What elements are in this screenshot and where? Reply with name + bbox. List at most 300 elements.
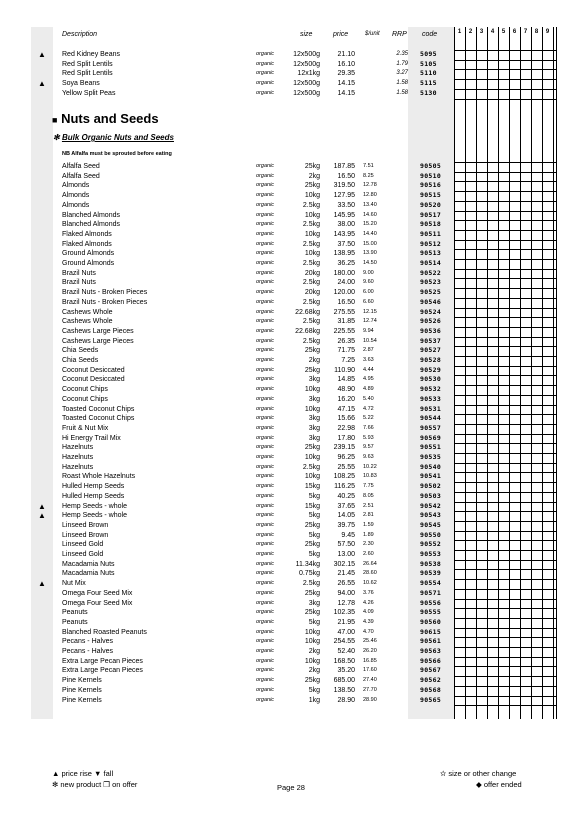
grid-row-line <box>454 337 556 338</box>
product-price: 31.85 <box>337 318 355 326</box>
product-price: 108.25 <box>333 473 355 481</box>
product-code: 90565 <box>420 695 442 704</box>
grid-row-line <box>454 308 556 309</box>
grid-row-line <box>454 395 556 396</box>
product-row <box>0 308 454 318</box>
product-size: 25kg <box>304 444 320 452</box>
section-bullet: ■ <box>52 115 58 125</box>
organic-label: organic <box>256 240 275 247</box>
header-description: Description <box>62 31 98 38</box>
grid-row-line <box>454 220 556 221</box>
grid-row-line <box>454 472 556 473</box>
organic-label: organic <box>256 521 275 528</box>
product-price: 180.00 <box>333 269 355 277</box>
product-price: 37.50 <box>337 240 355 248</box>
grid-column-number: 9 <box>545 29 550 35</box>
product-code: 90512 <box>420 239 442 248</box>
product-row <box>0 472 454 482</box>
legend-size-change: ✫ size or other change <box>440 769 517 778</box>
product-size: 2kg <box>308 357 320 364</box>
header-size: size <box>300 31 313 38</box>
grid-row-line <box>454 181 556 182</box>
grid-row-line <box>454 201 556 202</box>
product-code: 90555 <box>420 608 442 617</box>
product-price: 15.66 <box>337 415 355 423</box>
product-name: Extra Large Pecan Pieces <box>62 667 143 675</box>
grid-column-line <box>520 27 521 719</box>
header-price: price <box>333 31 349 38</box>
product-row <box>0 618 454 628</box>
product-code: 90510 <box>420 171 442 180</box>
unit-price: 10.22 <box>363 463 377 470</box>
product-name: Brazil Nuts - Broken Pieces <box>62 298 148 306</box>
product-code: 90523 <box>420 278 442 287</box>
product-size: 12x500g <box>293 51 320 58</box>
product-size: 10kg <box>304 250 320 258</box>
grid-column-number: 4 <box>490 29 495 35</box>
product-code: 90563 <box>420 647 442 655</box>
grid-column-line <box>553 27 554 719</box>
unit-price: 7.75 <box>363 483 374 490</box>
organic-label: organic <box>256 298 275 305</box>
product-name: Pine Kernels <box>62 677 102 685</box>
product-code: 90502 <box>420 482 442 491</box>
unit-price: 28.60 <box>363 570 377 577</box>
product-size: 2.5kg <box>302 201 320 209</box>
product-row <box>0 395 454 405</box>
unit-price: 27.40 <box>363 677 377 684</box>
organic-label: organic <box>256 483 275 490</box>
unit-price: 9.94 <box>363 327 374 334</box>
product-size: 15kg <box>304 483 320 491</box>
product-name: Hazelnuts <box>62 444 94 452</box>
organic-label: organic <box>256 269 275 276</box>
rrp-price: 1.79 <box>396 60 408 67</box>
organic-label: organic <box>256 580 275 587</box>
product-code: 90540 <box>420 462 442 471</box>
organic-label: organic <box>256 221 275 228</box>
product-name: Pine Kernels <box>62 696 102 704</box>
product-name: Omega Four Seed Mix <box>62 599 133 607</box>
product-code: 90528 <box>420 356 442 364</box>
organic-label: organic <box>256 570 275 577</box>
product-size: 2.5kg <box>302 337 320 345</box>
product-name: Cashews Large Pieces <box>62 337 134 345</box>
product-row <box>0 492 454 502</box>
unit-price: 1.89 <box>363 531 374 538</box>
unit-price: 4.44 <box>363 366 374 373</box>
product-code: 90537 <box>420 336 442 345</box>
product-row <box>0 337 454 347</box>
product-row <box>0 666 454 676</box>
product-price: 14.05 <box>337 512 355 520</box>
product-row <box>0 211 454 221</box>
grid-row-line <box>454 696 556 697</box>
header-rrp: RRP <box>392 31 407 38</box>
product-name: Coconut Desiccated <box>62 366 125 374</box>
product-row <box>0 60 454 70</box>
unit-price: 4.95 <box>363 376 374 383</box>
product-price: 39.75 <box>337 521 355 529</box>
unit-price: 7.51 <box>363 163 374 169</box>
product-name: Hazelnuts <box>62 454 94 461</box>
grid-row-line <box>454 502 556 503</box>
product-price: 14.15 <box>337 89 355 97</box>
product-size: 10kg <box>304 628 320 636</box>
product-row <box>0 327 454 337</box>
grid-column-line <box>531 27 532 719</box>
product-size: 10kg <box>304 638 320 646</box>
product-name: Pecans - Halves <box>62 648 113 655</box>
grid-column-line <box>487 27 488 719</box>
grid-row-line <box>454 511 556 512</box>
unit-price: 10.62 <box>363 580 377 587</box>
product-size: 5kg <box>308 531 320 539</box>
organic-label: organic <box>256 260 275 266</box>
grid-column-line <box>498 27 499 719</box>
unit-price: 2.87 <box>363 347 374 354</box>
organic-label: organic <box>256 318 275 325</box>
organic-label: organic <box>256 454 275 460</box>
product-price: 138.95 <box>333 250 355 258</box>
product-size: 20kg <box>304 269 320 277</box>
product-size: 5kg <box>308 492 320 500</box>
product-price: 28.90 <box>337 696 355 704</box>
unit-price: 14.60 <box>363 211 377 218</box>
product-code: 5095 <box>420 50 437 58</box>
product-row <box>0 628 454 638</box>
product-row <box>0 696 454 706</box>
product-code: 90560 <box>420 617 442 626</box>
product-name: Alfalfa Seed <box>62 163 100 170</box>
product-row <box>0 269 454 279</box>
grid-row-line <box>454 375 556 376</box>
product-code: 90536 <box>420 326 442 335</box>
product-price: 168.50 <box>333 657 355 665</box>
order-grid <box>454 27 557 719</box>
grid-row-line <box>454 211 556 212</box>
product-row <box>0 511 454 521</box>
product-price: 685.00 <box>333 677 355 685</box>
product-size: 2.5kg <box>302 463 320 471</box>
product-code: 90538 <box>420 559 442 568</box>
product-row <box>0 550 454 560</box>
unit-price: 2.81 <box>363 512 374 519</box>
organic-label: organic <box>256 609 275 616</box>
product-name: Almonds <box>62 192 90 200</box>
product-row <box>0 686 454 696</box>
product-size: 12x500g <box>293 60 320 68</box>
product-price: 120.00 <box>333 289 355 297</box>
product-size: 2.5kg <box>302 580 320 588</box>
organic-label: organic <box>256 667 275 674</box>
product-size: 3kg <box>308 424 320 432</box>
organic-label: organic <box>256 366 275 373</box>
product-price: 16.10 <box>337 60 355 68</box>
unit-price: 10.54 <box>363 337 377 344</box>
product-size: 2.5kg <box>302 318 320 326</box>
product-name: Linseed Gold <box>62 551 104 558</box>
product-name: Macadamia Nuts <box>62 570 115 578</box>
grid-column-number: 3 <box>479 29 484 35</box>
organic-label: organic <box>256 201 275 208</box>
product-name: Hazelnuts <box>62 463 94 471</box>
product-code: 90550 <box>420 530 442 539</box>
grid-row-line <box>454 99 556 100</box>
organic-label: organic <box>256 347 275 354</box>
organic-label: organic <box>256 89 275 96</box>
product-code: 90503 <box>420 491 442 500</box>
product-size: 12x1kg <box>297 70 320 78</box>
product-name: Fruit & Nut Mix <box>62 424 109 432</box>
unit-price: 1.59 <box>363 521 374 528</box>
product-code: 90571 <box>420 588 442 597</box>
alfalfa-note: NB Alfalfa must be sprouted before eating <box>62 151 172 157</box>
product-size: 10kg <box>304 454 320 461</box>
product-code: 90562 <box>420 676 442 685</box>
grid-row-line <box>454 569 556 570</box>
product-price: 9.45 <box>341 531 355 539</box>
product-code: 90554 <box>420 579 442 588</box>
grid-column-number: 1 <box>457 29 462 35</box>
product-name: Nut Mix <box>62 580 86 588</box>
product-price: 35.20 <box>337 667 355 675</box>
organic-label: organic <box>256 638 275 645</box>
product-size: 11.34kg <box>295 560 320 568</box>
product-name: Cashews Whole <box>62 318 113 326</box>
grid-row-line <box>454 249 556 250</box>
product-name: Pecans - Halves <box>62 638 113 646</box>
unit-price: 12.74 <box>363 318 377 325</box>
grid-row-line <box>454 608 556 609</box>
page-number: Page 28 <box>277 783 305 792</box>
product-size: 15kg <box>304 502 320 510</box>
rrp-price: 2.35 <box>396 51 408 57</box>
product-row <box>0 434 454 444</box>
product-size: 2.5kg <box>302 221 320 229</box>
organic-label: organic <box>256 230 275 237</box>
product-row <box>0 560 454 570</box>
product-name: Alfalfa Seed <box>62 172 100 180</box>
product-size: 5kg <box>308 686 320 694</box>
price-change-icon: ▲ <box>38 50 46 59</box>
organic-label: organic <box>256 70 275 77</box>
organic-label: organic <box>256 686 275 693</box>
unit-price: 6.60 <box>363 298 374 305</box>
price-change-icon: ▲ <box>38 511 46 521</box>
organic-label: organic <box>256 541 275 548</box>
product-row <box>0 482 454 492</box>
product-row <box>0 463 454 473</box>
unit-price: 9.63 <box>363 454 374 460</box>
product-size: 2kg <box>308 648 320 655</box>
product-code: 5130 <box>420 88 437 97</box>
product-price: 17.80 <box>337 434 355 442</box>
unit-price: 5.93 <box>363 434 374 441</box>
unit-price: 3.63 <box>363 357 374 363</box>
product-row <box>0 181 454 191</box>
product-row <box>0 453 454 463</box>
grid-row-line <box>454 540 556 541</box>
product-code: 90513 <box>420 249 442 258</box>
grid-row-line <box>454 705 556 706</box>
product-name: Brazil Nuts <box>62 269 96 277</box>
product-code: 90530 <box>420 375 442 384</box>
grid-row-line <box>454 666 556 667</box>
product-size: 25kg <box>304 347 320 355</box>
organic-label: organic <box>256 434 275 441</box>
product-code: 90553 <box>420 550 442 558</box>
product-price: 13.00 <box>337 551 355 558</box>
product-name: Brazil Nuts - Broken Pieces <box>62 289 148 297</box>
product-name: Cashews Whole <box>62 308 113 316</box>
organic-label: organic <box>256 395 275 402</box>
product-code: 90532 <box>420 385 442 394</box>
product-size: 20kg <box>304 289 320 297</box>
grid-row-line <box>454 618 556 619</box>
product-name: Roast Whole Hazelnuts <box>62 473 136 481</box>
product-size: 25kg <box>304 609 320 617</box>
product-row <box>0 375 454 385</box>
organic-label: organic <box>256 444 275 451</box>
organic-label: organic <box>256 599 275 606</box>
product-code: 90511 <box>420 229 442 238</box>
organic-label: organic <box>256 211 275 218</box>
unit-price: 4.72 <box>363 405 374 412</box>
product-row <box>0 521 454 531</box>
product-row <box>0 637 454 647</box>
grid-row-line <box>454 240 556 241</box>
product-size: 0.75kg <box>298 570 320 578</box>
product-name: Peanuts <box>62 618 88 626</box>
grid-row-line <box>454 269 556 270</box>
product-size: 25kg <box>304 163 320 170</box>
product-code: 90568 <box>420 685 442 694</box>
product-size: 25kg <box>304 589 320 597</box>
product-price: 25.55 <box>337 463 355 471</box>
product-price: 187.85 <box>333 163 355 170</box>
product-row <box>0 414 454 424</box>
product-size: 10kg <box>304 473 320 481</box>
product-row <box>0 230 454 240</box>
organic-label: organic <box>256 182 275 189</box>
product-name: Ground Almonds <box>62 260 115 267</box>
product-code: 5105 <box>420 59 437 68</box>
product-price: 21.10 <box>337 51 355 58</box>
grid-row-line <box>454 385 556 386</box>
unit-price: 9.57 <box>363 444 374 451</box>
grid-column-number: 8 <box>534 29 539 35</box>
unit-price: 8.05 <box>363 492 374 499</box>
product-code: 90514 <box>420 259 442 267</box>
product-code: 90520 <box>420 200 442 209</box>
product-row <box>0 346 454 356</box>
organic-label: organic <box>256 502 275 509</box>
organic-label: organic <box>256 463 275 470</box>
unit-price: 2.51 <box>363 502 374 509</box>
product-name: Blanched Almonds <box>62 221 120 229</box>
product-row <box>0 317 454 327</box>
product-row <box>0 366 454 376</box>
grid-row-line <box>454 288 556 289</box>
grid-column-line <box>509 27 510 719</box>
product-code: 90561 <box>420 637 442 646</box>
unit-price: 28.90 <box>363 696 377 703</box>
legend-new-product: ✻ new product ❒ on offer <box>52 780 138 789</box>
product-size: 3kg <box>308 434 320 442</box>
grid-row-line <box>454 579 556 580</box>
product-row <box>0 405 454 415</box>
unit-price: 27.70 <box>363 686 377 693</box>
product-price: 145.95 <box>333 211 355 219</box>
grid-row-line <box>454 172 556 173</box>
product-row <box>0 385 454 395</box>
product-size: 25kg <box>304 182 320 190</box>
unit-price: 10.83 <box>363 473 377 480</box>
product-code: 90541 <box>420 472 442 481</box>
grid-row-line <box>454 676 556 677</box>
product-price: 21.45 <box>337 570 355 578</box>
product-row <box>0 647 454 657</box>
organic-label: organic <box>256 386 275 393</box>
grid-row-line <box>454 657 556 658</box>
grid-row-line <box>454 327 556 328</box>
grid-row-line <box>454 278 556 279</box>
header-unit: $/unit <box>365 31 380 37</box>
product-code: 90525 <box>420 288 442 297</box>
product-name: Coconut Chips <box>62 386 108 394</box>
price-change-icon: ▲ <box>38 79 46 89</box>
product-name: Chia Seeds <box>62 357 99 364</box>
product-price: 22.98 <box>337 424 355 432</box>
product-price: 71.75 <box>337 347 355 355</box>
product-row <box>0 50 454 60</box>
product-name: Coconut Chips <box>62 395 108 403</box>
product-size: 22.68kg <box>295 308 320 316</box>
organic-label: organic <box>256 512 275 519</box>
grid-row-line <box>454 599 556 600</box>
product-size: 5kg <box>308 551 320 558</box>
product-row <box>0 172 454 182</box>
product-row <box>0 298 454 308</box>
product-price: 110.90 <box>334 366 355 374</box>
organic-label: organic <box>256 473 275 480</box>
organic-label: organic <box>256 289 275 296</box>
product-size: 10kg <box>304 230 320 238</box>
grid-row-line <box>454 550 556 551</box>
product-name: Hulled Hemp Seeds <box>62 483 125 491</box>
product-code: 90529 <box>420 365 442 374</box>
product-size: 2.5kg <box>302 260 320 267</box>
unit-price: 5.40 <box>363 395 374 402</box>
unit-price: 14.40 <box>363 230 377 237</box>
grid-row-line <box>454 366 556 367</box>
product-name: Brazil Nuts <box>62 279 96 287</box>
grid-row-line <box>454 89 556 90</box>
organic-label: organic <box>256 163 275 169</box>
unit-price: 5.22 <box>363 415 374 422</box>
unit-price: 12.78 <box>363 182 377 189</box>
product-row <box>0 89 454 99</box>
product-price: 47.15 <box>337 405 355 413</box>
organic-label: organic <box>256 618 275 625</box>
grid-row-line <box>454 414 556 415</box>
product-size: 1kg <box>308 696 320 704</box>
unit-price: 9.00 <box>363 269 374 276</box>
unit-price: 9.60 <box>363 279 374 286</box>
product-price: 16.20 <box>337 395 355 403</box>
product-code: 90545 <box>420 520 442 529</box>
